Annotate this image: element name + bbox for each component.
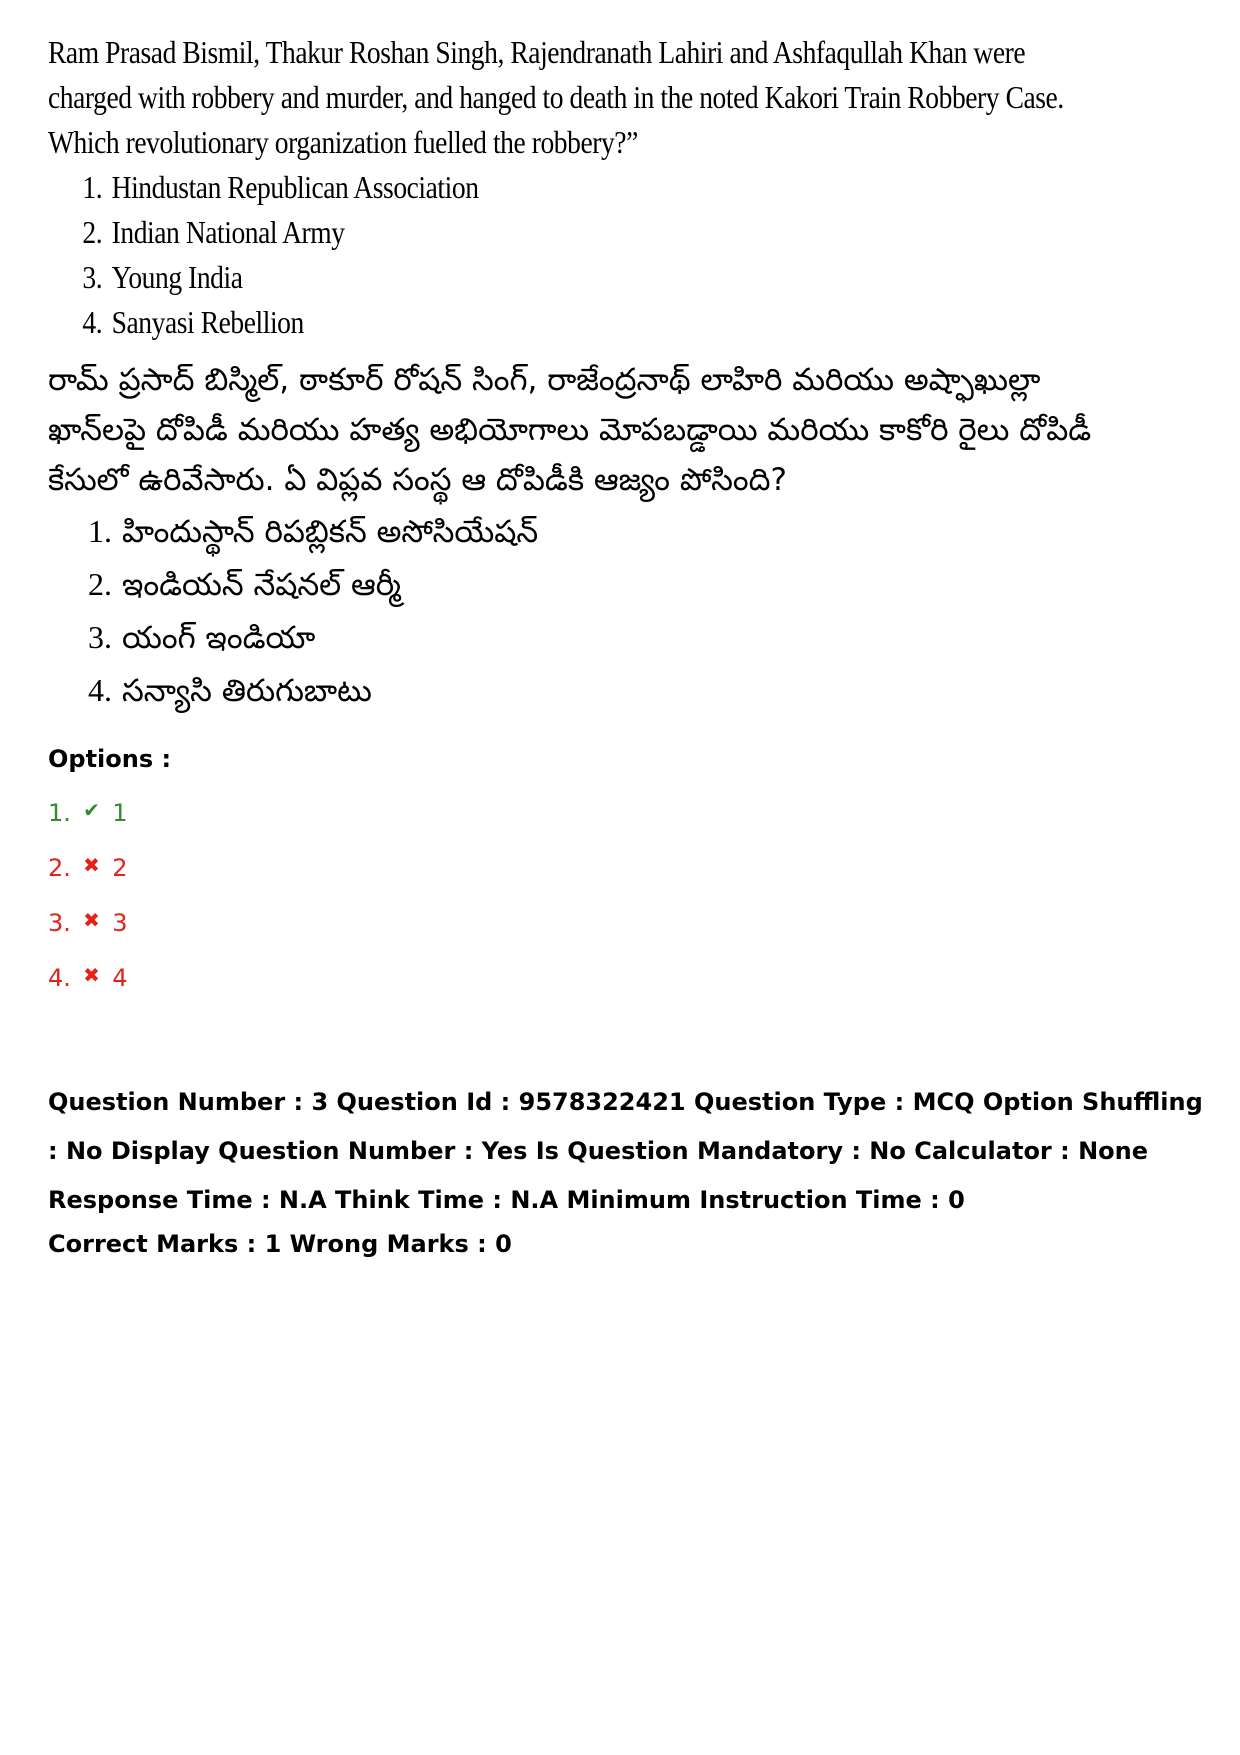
option-item bbox=[48, 850, 127, 905]
option-item bbox=[48, 905, 127, 960]
question-text-line: Which revolutionary organization fuelled the robbery?” bbox=[48, 124, 638, 160]
question-text-line: కేసులో ఉరివేసారు. ఏ విప్లవ సంస్థ ఆ దోపిడీకి ఆజ్యం పోసింది? bbox=[48, 462, 787, 498]
choice-item bbox=[82, 165, 822, 210]
question-text-line: Ram Prasad Bismil, Thakur Roshan Singh, Rajendranath Lahiri and Ashfaqullah Khan were bbox=[48, 34, 1026, 70]
choice-number: 4. bbox=[88, 672, 112, 708]
choice-item bbox=[88, 664, 948, 717]
choice-number: 4. bbox=[82, 304, 103, 340]
choice-text: Indian National Army bbox=[111, 214, 345, 250]
option-label: 4 bbox=[112, 964, 128, 992]
options-heading: Options : bbox=[48, 745, 172, 773]
question-english bbox=[48, 30, 1064, 345]
cross-icon: ✖ bbox=[83, 853, 100, 877]
choice-item bbox=[82, 300, 822, 345]
choice-text: ఇండియన్ నేషనల్ ఆర్మీ bbox=[122, 567, 401, 603]
cross-icon: ✖ bbox=[83, 908, 100, 932]
choice-text: సన్యాసి తిరుగుబాటు bbox=[122, 673, 372, 709]
option-number: 4. bbox=[48, 964, 71, 992]
choice-text: Sanyasi Rebellion bbox=[111, 304, 304, 340]
choice-number: 2. bbox=[82, 214, 103, 250]
choice-number: 3. bbox=[82, 259, 103, 295]
choice-text: Young India bbox=[111, 259, 243, 295]
choice-item bbox=[88, 505, 948, 558]
choice-text: Hindustan Republican Association bbox=[111, 169, 479, 205]
choice-number: 1. bbox=[88, 513, 112, 549]
question-text-line: ఖాన్‌లపై దోపిడీ మరియు హత్య అభియోగాలు మోపబడ్డాయి మరియు కాకోరి రైలు దోపిడీ bbox=[48, 412, 1092, 448]
question-metadata: Question Number : 3 Question Id : 9578322421 Question Type : MCQ Option Shuffling : No Display Question Number : Yes Is Question Mandatory : No Calculator : None Response Time : N.A Think Time : N.A Minimum Instruction Time : 0 bbox=[48, 1088, 1203, 1214]
options-list bbox=[48, 795, 127, 1015]
marks-info: Correct Marks : 1 Wrong Marks : 0 bbox=[48, 1230, 512, 1258]
choice-text: యంగ్ ఇండియా bbox=[122, 620, 316, 656]
option-number: 2. bbox=[48, 854, 71, 882]
choice-item bbox=[82, 210, 822, 255]
option-item bbox=[48, 795, 127, 850]
question-text-line: charged with robbery and murder, and hanged to death in the noted Kakori Train Robbery Case. bbox=[48, 79, 1064, 115]
option-number: 1. bbox=[48, 799, 71, 827]
question-english-choices bbox=[48, 165, 822, 345]
question-telugu bbox=[48, 355, 1092, 717]
option-label: 3 bbox=[112, 909, 128, 937]
question-telugu-choices bbox=[48, 505, 948, 717]
cross-icon: ✖ bbox=[83, 963, 100, 987]
question-image bbox=[48, 30, 1092, 730]
question-text-line: రామ్ ప్రసాద్ బిస్మిల్, ఠాకూర్ రోషన్ సింగ్, రాజేంద్రనాథ్ లాహిరి మరియు అష్ఫాఖుల్లా bbox=[48, 362, 1041, 398]
choice-item bbox=[88, 611, 948, 664]
option-label: 1 bbox=[112, 799, 128, 827]
choice-number: 2. bbox=[88, 566, 112, 602]
choice-item bbox=[88, 558, 948, 611]
choice-item bbox=[82, 255, 822, 300]
option-item bbox=[48, 960, 127, 1015]
check-icon: ✔ bbox=[83, 798, 100, 822]
choice-number: 1. bbox=[82, 169, 103, 205]
choice-text: హిందుస్థాన్ రిపబ్లికన్ అసోసియేషన్ bbox=[122, 514, 539, 550]
choice-number: 3. bbox=[88, 619, 112, 655]
option-number: 3. bbox=[48, 909, 71, 937]
option-label: 2 bbox=[112, 854, 128, 882]
